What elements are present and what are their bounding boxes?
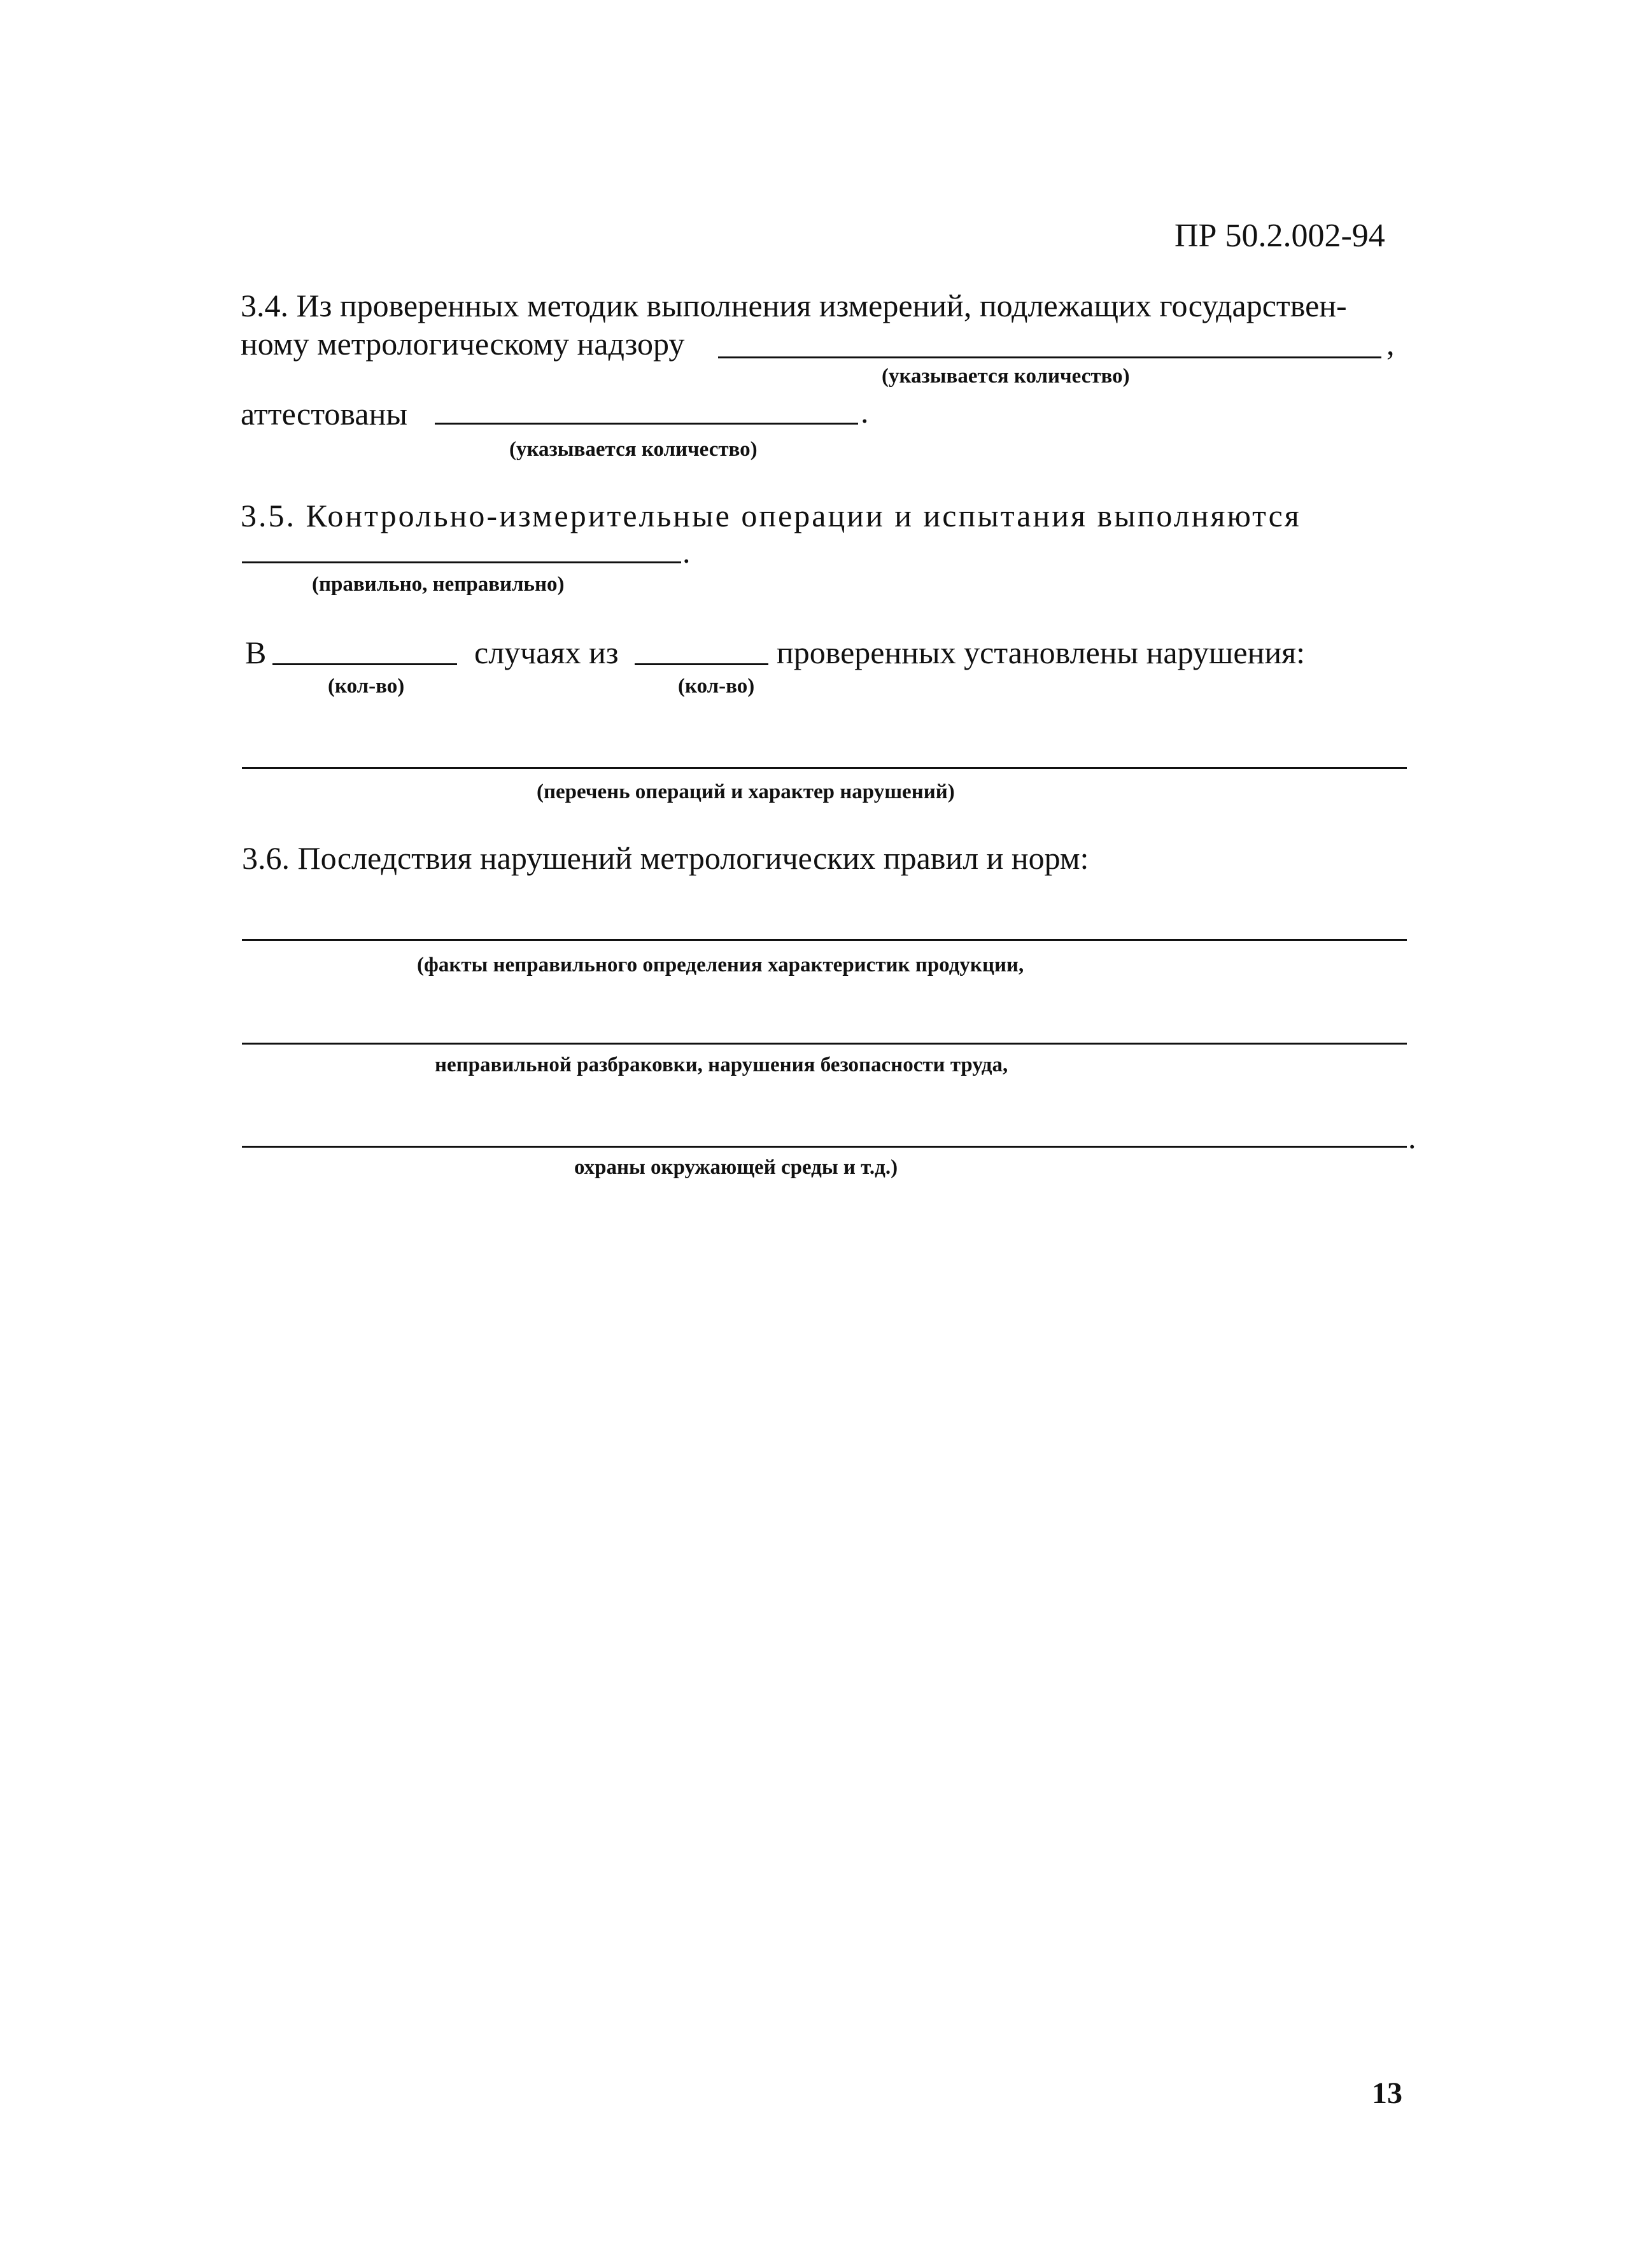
document-code: ПР 50.2.002-94 bbox=[1174, 218, 1385, 254]
section-3-6-line-1: 3.6. Последствия нарушений метрологических правил и норм: bbox=[242, 840, 1089, 876]
hint-count-2: (кол-во) bbox=[678, 675, 755, 698]
attested-period: . bbox=[861, 394, 869, 430]
section-3-4-line-2: ному метрологическому надзору bbox=[241, 326, 685, 362]
attested-count-blank[interactable] bbox=[435, 423, 858, 425]
hint-attested-count: (указывается количество) bbox=[509, 438, 758, 461]
operations-status-blank[interactable] bbox=[242, 561, 681, 563]
cases-suffix: проверенных установлены нарушения: bbox=[777, 635, 1306, 670]
violations-list-blank[interactable] bbox=[242, 767, 1407, 769]
section-3-5-period: . bbox=[682, 534, 691, 570]
hint-consequences-3: охраны окружающей среды и т.д.) bbox=[574, 1156, 898, 1179]
section-3-4-comma: , bbox=[1386, 326, 1395, 362]
supervised-count-blank[interactable] bbox=[718, 356, 1381, 358]
section-3-5-line-1: 3.5. Контрольно-измерительные операции и испытания выполняются bbox=[241, 498, 1301, 533]
consequences-blank-2[interactable] bbox=[242, 1043, 1407, 1045]
page-number: 13 bbox=[1372, 2076, 1402, 2110]
consequences-blank-3[interactable] bbox=[242, 1146, 1407, 1148]
cases-middle: случаях из bbox=[474, 635, 619, 670]
hint-supervised-count: (указывается количество) bbox=[882, 365, 1130, 388]
section-3-4-line-1: 3.4. Из проверенных методик выполнения измерений, подлежащих государствен- bbox=[241, 288, 1347, 323]
cases-prefix: В bbox=[245, 635, 267, 670]
hint-count-1: (кол-во) bbox=[328, 675, 405, 698]
hint-violations-list: (перечень операций и характер нарушений) bbox=[537, 780, 955, 803]
hint-consequences-2: неправильной разбраковки, нарушения безопасности труда, bbox=[435, 1053, 1008, 1076]
violation-cases-count-blank[interactable] bbox=[272, 663, 457, 665]
section-3-6-period: . bbox=[1408, 1120, 1416, 1155]
checked-count-blank[interactable] bbox=[635, 663, 768, 665]
attested-label: аттестованы bbox=[241, 396, 407, 432]
consequences-blank-1[interactable] bbox=[242, 939, 1407, 941]
hint-consequences-1: (факты неправильного определения характеристик продукции, bbox=[417, 954, 1024, 976]
hint-operations-status: (правильно, неправильно) bbox=[312, 573, 565, 596]
